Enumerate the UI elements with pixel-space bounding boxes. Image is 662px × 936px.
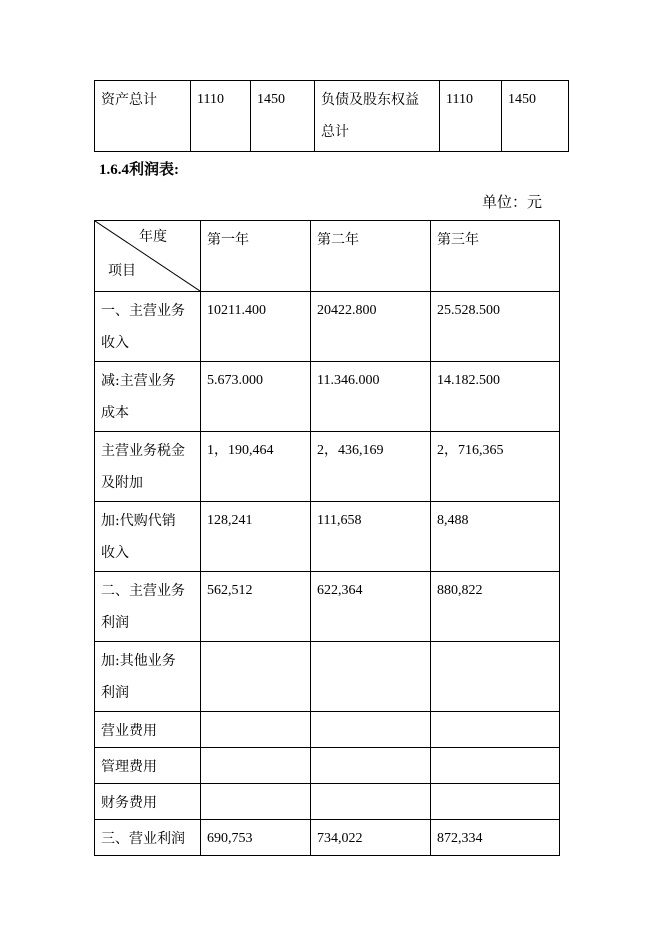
table-cell [201,820,311,856]
table-cell [431,362,560,432]
table-row [95,572,560,642]
table-row [95,292,560,362]
table-cell [431,784,560,820]
cell-text-line: 负债及股东权益 [321,92,419,108]
table-cell [201,292,311,362]
row-label [95,502,200,569]
section-heading: 1.6.4利润表: [99,162,179,178]
table-row [95,432,560,502]
column-header [431,221,560,292]
cell-value: 5.673.000 [207,373,263,388]
table-cell [201,432,311,502]
row-label [95,292,200,359]
diag-header-year: 年度 [139,229,167,245]
row-label-line: 成本 [101,405,129,421]
row-label-line: 收入 [101,545,129,561]
column-header-text: 第三年 [437,232,479,248]
row-label-line: 加:代购代销 [101,513,176,529]
diag-header-item: 项目 [108,263,136,279]
table-row [95,820,560,856]
table-row [95,712,560,748]
cell-value [201,712,310,715]
row-label-line: 加:其他业务 [101,653,176,669]
row-label-cell [95,820,201,856]
table-cell [201,572,311,642]
cell-text-line: 总计 [321,124,349,140]
cell-value [201,642,310,645]
cell-value: 562,512 [207,583,253,598]
table-row [95,642,560,712]
row-label: 管理费用 [101,759,157,775]
table-cell [311,502,431,572]
table-cell [311,784,431,820]
table-cell [311,572,431,642]
table-row [95,748,560,784]
row-label-line: 减:主营业务 [101,373,176,389]
table-cell [311,820,431,856]
row-label [95,572,200,639]
table-cell [311,362,431,432]
table-header-row [95,221,560,292]
row-label-line: 主营业务税金 [101,443,185,459]
table-cell [201,784,311,820]
cell-value [311,784,430,787]
cell-value: 872,334 [437,831,483,846]
row-label: 营业费用 [101,723,157,739]
cell-value [431,748,559,751]
row-label-cell [95,362,201,432]
cell-value [431,642,559,645]
cell-value [201,784,310,787]
table-cell [311,748,431,784]
cell-text: 资产总计 [101,92,157,108]
cell-value [311,712,430,715]
diagonal-header-cell [95,221,201,292]
cell-value: 622,364 [317,583,363,598]
table-cell [431,748,560,784]
table-cell [191,81,251,152]
table-cell [431,502,560,572]
row-label: 三、营业利润 [101,831,185,847]
table-cell [201,712,311,748]
table-row [95,81,569,152]
row-label-cell [95,292,201,362]
row-label [95,362,200,429]
cell-value: 20422.800 [317,303,377,318]
column-header [311,221,431,292]
row-label-cell [95,572,201,642]
cell-value: 880,822 [437,583,483,598]
row-label-cell [95,712,201,748]
row-label-line: 利润 [101,685,129,701]
table-cell [431,820,560,856]
table-cell [502,81,569,152]
table-cell [431,432,560,502]
table-cell [201,642,311,712]
cell-value [431,784,559,787]
cell-value: 690,753 [207,831,253,846]
table-cell [431,642,560,712]
cell-value: 111,658 [317,513,362,528]
column-header-text: 第一年 [207,232,249,248]
cell-text: 1110 [197,92,224,107]
cell-text: 1110 [446,92,473,107]
table-cell [315,81,440,152]
row-label-cell [95,748,201,784]
row-label-cell [95,432,201,502]
cell-value [431,712,559,715]
table-cell [440,81,502,152]
table-cell [431,572,560,642]
column-header-text: 第二年 [317,232,359,248]
table-cell [201,748,311,784]
cell-value: 2，716,365 [437,443,504,458]
cell-value: 1，190,464 [207,443,274,458]
table-cell [251,81,315,152]
cell-value: 734,022 [317,831,363,846]
cell-value: 25.528.500 [437,303,500,318]
balance-total-table [94,80,569,152]
row-label-line: 二、主营业务 [101,583,185,599]
cell-value: 8,488 [437,513,469,528]
row-label-cell [95,642,201,712]
row-label: 财务费用 [101,795,157,811]
table-cell [431,712,560,748]
table-cell [311,432,431,502]
unit-label: 单位：元 [482,193,543,211]
cell-value: 11.346.000 [317,373,380,388]
table-row [95,502,560,572]
cell-text-multiline [315,81,439,148]
column-header [201,221,311,292]
cell-value: 128,241 [207,513,253,528]
table-cell [311,292,431,362]
cell-value: 10211.400 [207,303,266,318]
cell-text: 1450 [257,92,285,107]
table-cell [95,81,191,152]
row-label-line: 收入 [101,335,129,351]
row-label-line: 利润 [101,615,129,631]
row-label [95,642,200,709]
cell-value [201,748,310,751]
row-label-line: 一、主营业务 [101,303,185,319]
row-label [95,432,200,499]
cell-value [311,642,430,645]
cell-value: 2，436,169 [317,443,384,458]
table-cell [201,362,311,432]
income-statement-table [94,220,560,856]
cell-value [311,748,430,751]
table-row [95,784,560,820]
cell-text: 1450 [508,92,536,107]
table-cell [431,292,560,362]
table-cell [311,712,431,748]
table-row [95,362,560,432]
cell-value: 14.182.500 [437,373,500,388]
table-cell [311,642,431,712]
row-label-line: 及附加 [101,475,143,491]
row-label-cell [95,502,201,572]
table-cell [201,502,311,572]
row-label-cell [95,784,201,820]
